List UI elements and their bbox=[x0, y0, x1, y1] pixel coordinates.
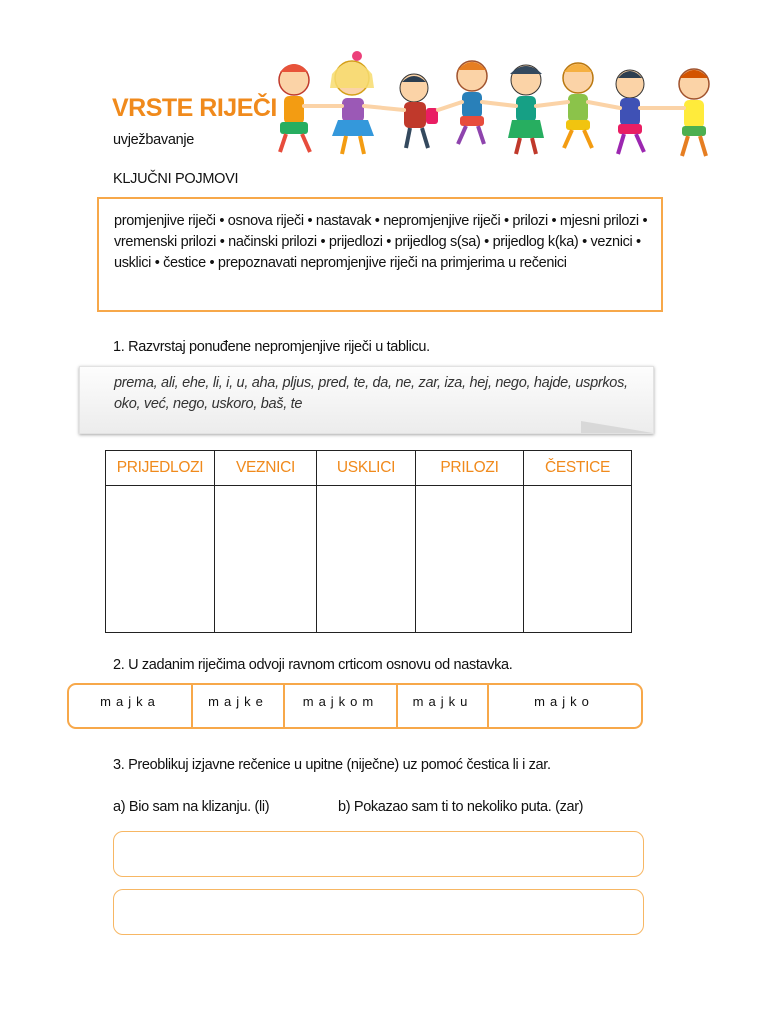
table-answer-row bbox=[106, 486, 632, 633]
children-illustration bbox=[262, 48, 732, 166]
word-bank-note bbox=[79, 366, 654, 434]
child-figure-8 bbox=[679, 69, 709, 156]
answer-field-b[interactable] bbox=[113, 889, 644, 935]
answer-cell-prilozi[interactable] bbox=[416, 486, 524, 633]
table-header-veznici: VEZNICI bbox=[215, 451, 317, 486]
note-fold-corner bbox=[581, 421, 653, 433]
table-header-prilozi: PRILOZI bbox=[416, 451, 524, 486]
answer-field-a[interactable] bbox=[113, 831, 644, 877]
word-majke[interactable]: majke bbox=[193, 685, 285, 727]
classification-table bbox=[105, 450, 632, 633]
task3-instruction: 3. Preoblikuj izjavne rečenice u upitne (niječne) uz pomoć čestica li i zar. bbox=[113, 757, 551, 773]
child-figure-7 bbox=[616, 70, 644, 154]
task3-sentence-b: b) Pokazao sam ti to nekoliko puta. (zar) bbox=[338, 799, 584, 815]
word-segmentation-box bbox=[67, 683, 643, 729]
page-title: VRSTE RIJEČI bbox=[112, 94, 277, 122]
word-majkom[interactable]: majkom bbox=[285, 685, 398, 727]
task3-sentence-a: a) Bio sam na klizanju. (li) bbox=[113, 799, 270, 815]
child-figure-5 bbox=[508, 65, 544, 154]
table-header-row bbox=[106, 451, 632, 486]
answer-cell-prijedlozi[interactable] bbox=[106, 486, 215, 633]
child-figure-6 bbox=[563, 63, 593, 148]
word-majka[interactable]: majka bbox=[69, 685, 193, 727]
word-majko[interactable]: majko bbox=[534, 694, 594, 709]
key-terms-text: promjenjive riječi • osnova riječi • nastavak • nepromjenjive riječi • prilozi • mjesni prilozi • vremenski prilozi • načinski prilozi • prijedlozi • prijedlog s(sa) • prijedlog k(ka) • veznici • usklici • čestice • prepoznavati nepromjenjive riječi na primjerima u rečenici bbox=[114, 213, 648, 271]
word-majku[interactable]: majku bbox=[398, 685, 489, 727]
table-header-usklici: USKLICI bbox=[317, 451, 416, 486]
answer-cell-cestice[interactable] bbox=[524, 486, 632, 633]
table-header-prijedlozi: PRIJEDLOZI bbox=[106, 451, 215, 486]
key-terms-heading: KLJUČNI POJMOVI bbox=[113, 171, 239, 187]
page-subtitle: uvježbavanje bbox=[113, 132, 195, 148]
key-terms-box bbox=[97, 197, 663, 312]
answer-cell-veznici[interactable] bbox=[215, 486, 317, 633]
child-figure-2 bbox=[330, 51, 374, 154]
table-header-cestice: ČESTICE bbox=[524, 451, 632, 486]
task1-instruction: 1. Razvrstaj ponuđene nepromjenjive riječi u tablicu. bbox=[113, 339, 430, 355]
answer-cell-usklici[interactable] bbox=[317, 486, 416, 633]
task2-instruction: 2. U zadanim riječima odvoji ravnom crticom osnovu od nastavka. bbox=[113, 657, 513, 673]
word-bank-text: prema, ali, ehe, li, i, u, aha, pljus, pred, te, da, ne, zar, iza, hej, nego, hajde, usprkos, oko, već, nego, uskoro, baš, te bbox=[114, 375, 628, 412]
